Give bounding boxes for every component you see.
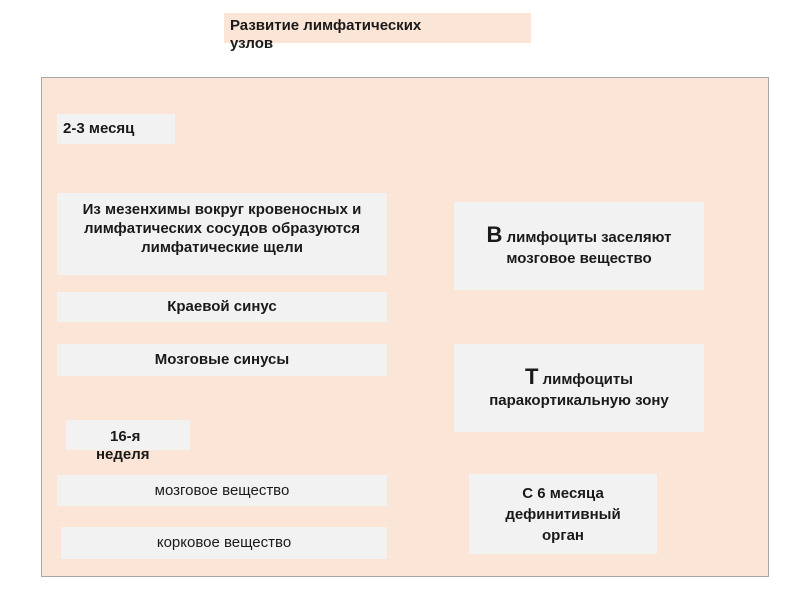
marginal-sinus-box <box>57 292 387 322</box>
t-letter: Т <box>525 363 539 389</box>
b-lymphocytes-box <box>454 202 704 290</box>
t-lymphocytes-box <box>454 344 704 432</box>
t-rest: лимфоциты паракортикальную зону <box>489 370 669 409</box>
period-2-3-month <box>57 114 175 144</box>
cortex-box <box>61 527 387 559</box>
title-line-1: Развитие лимфатических <box>230 17 422 34</box>
period-2-3-month-text: 2-3 месяц <box>63 120 135 137</box>
mesenchyme-text: Из мезенхимы вокруг кровеносных и лимфатических сосудов образуются лимфатические щели <box>82 201 362 256</box>
period-16-week-line1: 16-я <box>110 428 141 445</box>
period-16-week <box>66 420 190 463</box>
slide-title <box>224 13 531 52</box>
marginal-sinus-text: Краевой синус <box>167 298 277 315</box>
cortex-text: корковое вещество <box>156 534 292 551</box>
definitive-organ-text: С 6 месяца дефинитивный орган <box>505 484 621 544</box>
b-letter: В <box>486 221 503 247</box>
medullary-sinuses-box <box>57 344 387 376</box>
medullary-sinuses-text: Мозговые синусы <box>154 351 290 368</box>
medulla-box <box>57 475 387 506</box>
b-lymphocytes-text <box>479 221 679 269</box>
mesenchyme-box <box>57 193 387 275</box>
title-line-2: узлов <box>230 35 274 52</box>
period-16-week-line2: неделя <box>96 446 150 463</box>
definitive-organ-box <box>469 474 657 554</box>
t-lymphocytes-text <box>479 363 679 411</box>
medulla-text: мозговое вещество <box>154 481 290 499</box>
b-rest: лимфоциты заселяют мозговое вещество <box>502 228 672 267</box>
